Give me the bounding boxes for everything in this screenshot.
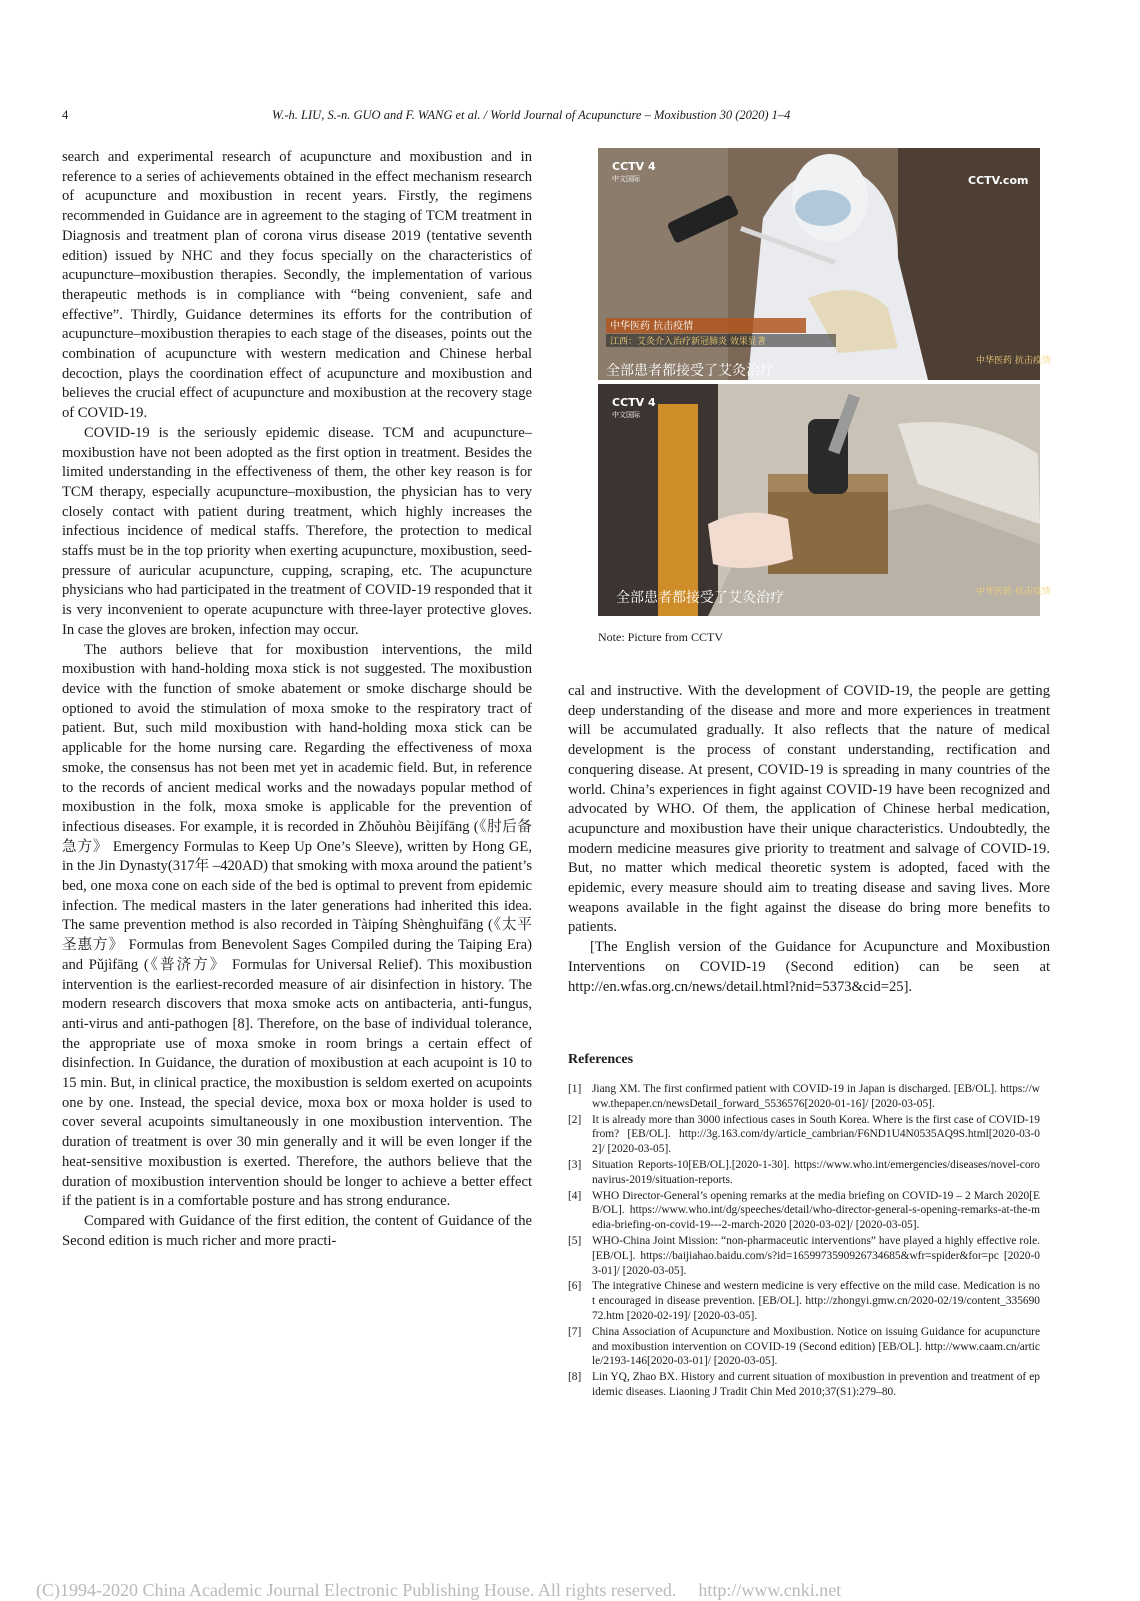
paragraph: Compared with Guidance of the first edition, the content of Guidance of the Second edition is much richer and more practi- <box>62 1212 532 1249</box>
corner-mark: 中华医药 抗击疫情 <box>976 587 1051 597</box>
figure-photo-bottom <box>598 384 1051 616</box>
paragraph: cal and instructive. With the development of COVID-19, the people are getting deep understanding of the disease and more and more experiences in treatment will be accumulated gradually. It also reflects that the nature of medical development is the process of constant understanding, rectification and conquering disease. At present, COVID-19 is spreading in many countries of the world. China’s experiences in fight against COVID-19 have been recognized and advocated by WHO. Of them, the application of Chinese herbal medication, acupuncture and moxibustion have their unique characteristics. Undoubtedly, the modern medicine measures give priority to treatment and salvage of COVID-19. But, no matter which medical theoretic system is adopted, faced with the epidemic, every measure should aim to treating disease and saving lives. More weapons available in the fight against the disease do bring more benefits to patients. <box>568 683 1050 936</box>
left-column <box>62 148 532 1251</box>
reference-text: China Association of Acupuncture and Moxibustion. Notice on issuing Guidance for acupuncture and moxibustion intervention on COVID-19 (Second edition) [EB/OL]. http://www.caam.cn/article/2193-146[2020-03-01]/ [2020-03-05]. <box>592 1325 1040 1368</box>
reference-item <box>568 1113 1040 1157</box>
page-number: 4 <box>62 108 69 122</box>
copyright-text: (C)1994-2020 China Academic Journal Electronic Publishing House. All rights reserved. <box>36 1580 677 1600</box>
cnki-url: http://www.cnki.net <box>698 1580 842 1600</box>
broadcast-banner: 中华医药 抗击疫情 <box>610 321 694 332</box>
paragraph: The authors believe that for moxibustion interventions, the mild moxibustion with hand-holding moxa stick is not suggested. The moxibustion device with the function of smoke abatement or smoke discharge should be optioned to avoid the stimulation of moxa smoke to the respiratory tract of patient. But, such mild moxibustion with hand-holding moxa stick can be applicable for the home nursing care. Regarding the effectiveness of moxa smoke, the consensus has not been met yet in academic field. But, in reference to the records of ancient medical works and the nowadays popular method of moxibustion in the folk, moxa smoke is applicable for the prevention of infectious diseases. For example, it is recorded in Zhǒuhòu Bèijífāng (《肘后备急方》 Emergency Formulas to Keep Up One’s Sleeve), written by Hong GE, in the Jin Dynasty(317年 –420AD) that smoking with moxa around the patient’s bed, one moxa cone on each side of the bed is optimal to prevent from epidemic infection. The medical masters in the later generations had inherited this idea. The same prevention method is also recorded in Tàipíng Shènghuìfāng (《太平圣惠方》 Formulas from Benevolent Sages Compiled during the Taiping Era) and Pǔjìfāng (《普济方》 Formulas for Universal Relief). This moxibustion intervention is the earliest-recorded measure of air disinfection in history. The modern research discovers that moxa smoke acts on antibacteria, anti-fungus, anti-virus and anti-pathogen [8]. Therefore, on the base of individual tolerance, the appropriate use of moxa smoke in room brings a certain effect of disinfection. In Guidance, the duration of moxibustion at each acupoint is 10 to 15 min. But, in clinical practice, the moxibustion is seldom exerted on acupoints one by one. Instead, the special device, moxa box or moxa holder is used to cover several acupoints simultaneously in one moxibustion intervention. The duration of treatment is over 30 min generally and it will be even longer if the heat-sensitive moxibustion is exerted. Therefore, the authors believe that the duration of moxibustion intervention should be longer to achieve a better effect if the patient is in a comfortable posture and has strong endurance. <box>62 641 532 1210</box>
reference-text: WHO-China Joint Mission: “non-pharmaceutic interventions” have played a highly effective role. [EB/OL]. https://baijiahao.baidu.com/s?id=1659973590926734685&wfr=spider&for=pc [2020-03-01]/ [2020-03-05]. <box>592 1234 1040 1277</box>
corner-mark: 中华医药 抗击疫情 <box>976 356 1051 366</box>
running-head: W.-h. LIU, S.-n. GUO and F. WANG et al. / World Journal of Acupuncture – Moxibustion 30 (2020) 1–4 <box>272 108 791 122</box>
references-heading: References <box>568 1052 634 1067</box>
paragraph: COVID-19 is the seriously epidemic disease. TCM and acupuncture–moxibustion have not been adopted as the first option in treatment. Besides the limited understanding in the effectiveness of them, the other key reason is for TCM therapy, especially acupuncture–moxibustion, the physician has to very closely contact with patient during treatment, which highly increases the infectious incidence of medical staffs. Therefore, the protection to medical staffs must be in the top priority when exerting acupuncture, moxibustion, seed-pressure of auricular acupuncture, cupping, scraping, etc. The acupuncture physicians who had participated in the treatment of COVID-19 responded that it is very inconvenient to operate acupuncture with three-layer protective gloves. In case the gloves are broken, infection may occur. <box>62 424 532 638</box>
reference-item <box>568 1279 1040 1323</box>
reference-number: [6] <box>568 1280 582 1293</box>
reference-text: It is already more than 3000 infectious cases in South Korea. Where is the first case of COVID-19 from? [EB/OL]. http://3g.163.com/dy/article_cambrian/F6ND1U4N0535AQ9S.html[2020-03-02]/ [2020-03-05]. <box>592 1113 1040 1156</box>
broadcast-subtitle: 全部患者都接受了艾灸治疗 <box>616 590 784 606</box>
reference-item <box>568 1158 1040 1188</box>
cctv-logo-subtitle: 中文国际 <box>612 175 640 183</box>
reference-item <box>568 1234 1040 1278</box>
reference-text: The integrative Chinese and western medicine is very effective on the mild case. Medication is not encouraged in disease prevention. [EB/OL]. http://zhongyi.gmw.cn/2020-02/19/content_33569072.htm [2020-02-19]/ [2020-03-05]. <box>592 1280 1040 1322</box>
reference-text: WHO Director-General’s opening remarks at the media briefing on COVID-19 – 2 March 2020[EB/OL]. https://www.who.int/dg/speeches/detail/who-director-general-s-opening-remarks-at-the-media-briefing-on-covid-19---2-march-2020 [2020-03-02]/ [2020-03-05]. <box>592 1189 1040 1232</box>
reference-number: [5] <box>568 1234 582 1247</box>
reference-item <box>568 1082 1040 1112</box>
page-header <box>62 108 1074 128</box>
broadcast-subtitle: 全部患者都接受了艾灸治疗 <box>606 363 774 379</box>
reference-number: [8] <box>568 1371 582 1384</box>
reference-number: [4] <box>568 1189 582 1202</box>
figure-caption: Note: Picture from CCTV <box>598 630 723 644</box>
reference-number: [3] <box>568 1158 582 1171</box>
broadcast-caption: 江西：艾灸介入治疗新冠肺炎 效果显著 <box>610 337 766 347</box>
reference-text: Situation Reports-10[EB/OL].[2020-1-30]. https://www.who.int/emergencies/diseases/novel-coronavirus-2019/situation-reports. <box>592 1158 1040 1186</box>
cctv-com-logo: CCTV.com <box>968 174 1029 187</box>
reference-item <box>568 1189 1040 1233</box>
cctv-logo-subtitle: 中文国际 <box>612 411 640 419</box>
figure <box>598 148 1051 616</box>
reference-text: Jiang XM. The first confirmed patient with COVID-19 in Japan is discharged. [EB/OL]. https://www.thepaper.cn/newsDetail_forward_5536576[2020-01-16]/ [2020-03-05]. <box>592 1083 1040 1110</box>
reference-item <box>568 1370 1040 1400</box>
paragraph: search and experimental research of acupuncture and moxibustion and in reference to a series of achievements obtained in the effect mechanism research of acupuncture and moxibustion in recent years. Firstly, the regimens recommended in Guidance are in agreement to the staging of TCM treatment in Diagnosis and treatment plan of corona virus disease 2019 (tentative seventh edition) issued by NHC and they focus specially on the characteristics of acupuncture–moxibustion therapies. Secondly, the implementation of various therapeutic methods is in compliance with “being convenient, safe and effective”. Thirdly, Guidance determines its efforts for the contribution of acupuncture–moxibustion therapies to each stage of the diseases, points out the combination of acupuncture with western medication and Chinese herbal decoction, plays the coordination effect of acupuncture and moxibustion and believes the crucial effect of acupuncture and moxibustion at the recovery stage of COVID-19. <box>62 149 532 422</box>
cctv-logo: CCTV 4 <box>612 160 656 173</box>
figure-photo-top <box>598 148 1051 380</box>
reference-number: [7] <box>568 1325 582 1338</box>
right-column <box>568 682 1050 997</box>
reference-number: [1] <box>568 1083 582 1095</box>
reference-item <box>568 1325 1040 1369</box>
reference-number: [2] <box>568 1113 582 1126</box>
reference-text: Lin YQ, Zhao BX. History and current situation of moxibustion in prevention and treatment of epidemic diseases. Liaoning J Tradit Chin Med 2010;37(S1):279–80. <box>592 1371 1040 1398</box>
paragraph: [The English version of the Guidance for Acupuncture and Moxibustion Interventions on COVID-19 (Second edition) can be seen at http://en.wfas.org.cn/news/detail.html?nid=5373&cid=25]. <box>568 939 1050 995</box>
cctv-logo: CCTV 4 <box>612 396 656 409</box>
reference-list <box>568 1082 1040 1401</box>
copyright-footer <box>36 1580 841 1601</box>
